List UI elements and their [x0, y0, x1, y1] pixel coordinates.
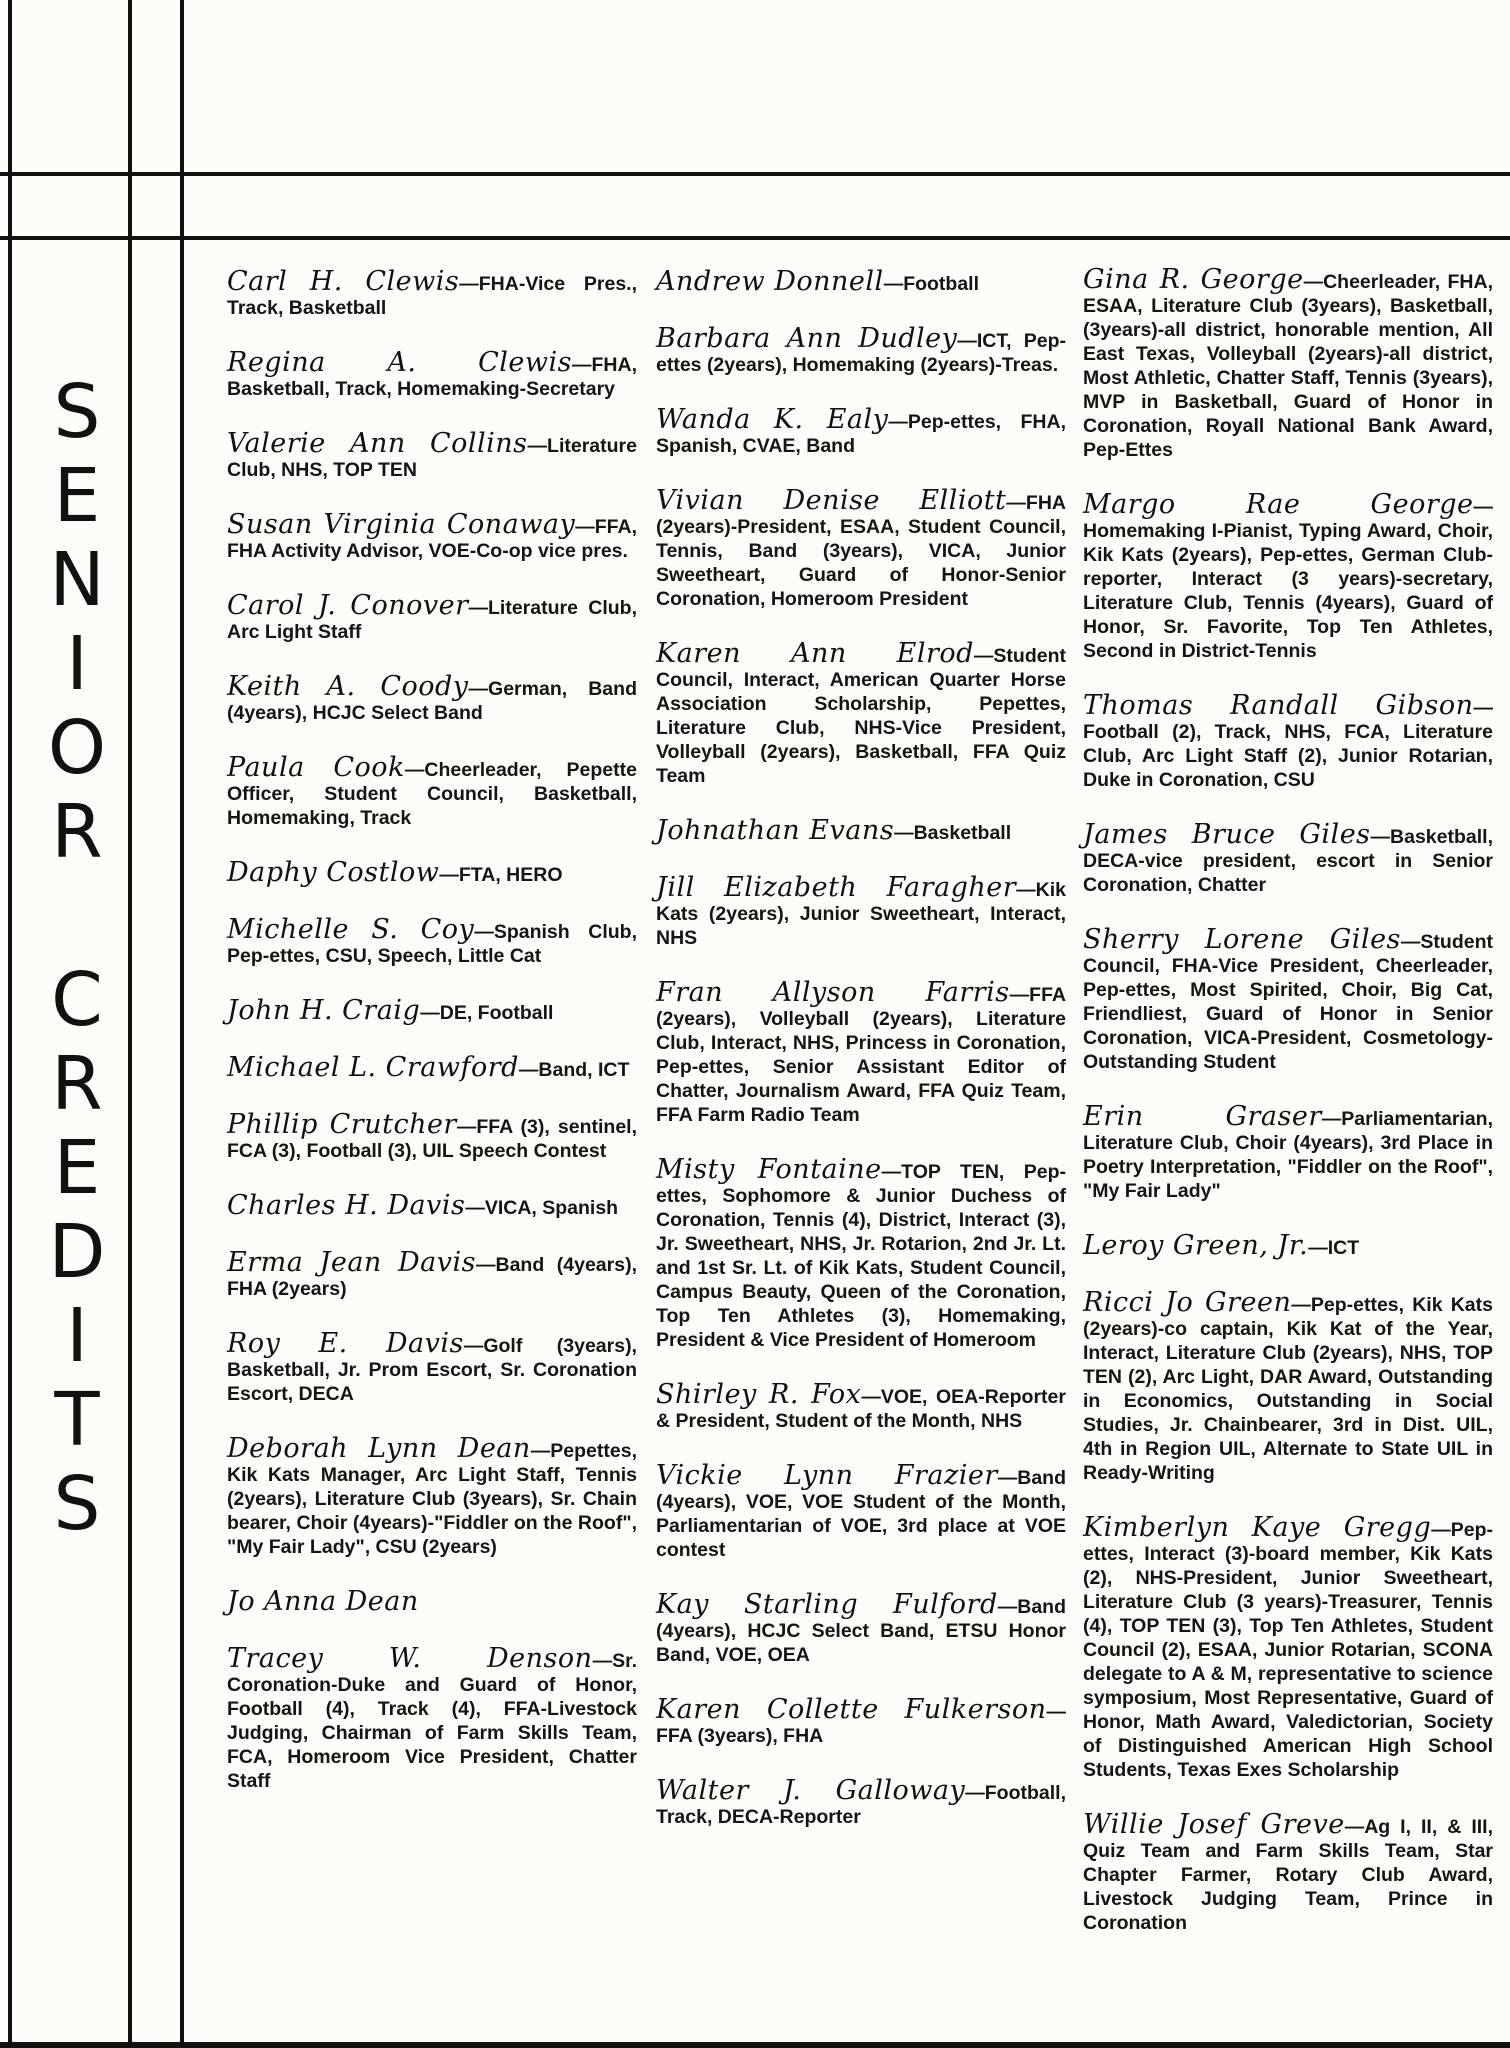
senior-entry	[227, 1247, 638, 1301]
senior-credits: —Student Council, FHA-Vice President, Cheerleader, Pep-ettes, Most Spirited, Choir, Big Cat, Friendliest, Guard of Honor in Senior Coronation, VICA-President, Cosmetology-Outstanding Student	[1083, 931, 1493, 1073]
senior-name: Jill Elizabeth Faragher	[656, 872, 1017, 903]
title-letter: D	[48, 1209, 106, 1295]
senior-name: Andrew Donnell	[656, 266, 884, 297]
senior-credits: —Golf (3years), Basketball, Jr. Prom Escort, Sr. Coronation Escort, DECA	[227, 1335, 637, 1405]
senior-entry	[1083, 1101, 1493, 1203]
senior-credits: —Band (4years), VOE, VOE Student of the Month, Parliamentarian of VOE, 3rd place at VOE contest	[656, 1467, 1066, 1561]
senior-entry	[656, 266, 1066, 297]
title-letter: R	[51, 789, 103, 875]
senior-name: James Bruce Giles	[1083, 819, 1371, 850]
senior-entry	[656, 485, 1066, 611]
senior-entry	[1083, 1230, 1493, 1261]
senior-name: Phillip Crutcher	[227, 1109, 457, 1140]
title-letter: C	[51, 957, 103, 1043]
senior-entry	[656, 872, 1066, 950]
senior-entry	[1083, 819, 1493, 897]
senior-name: Willie Josef Greve	[1083, 1809, 1345, 1840]
senior-credits: —Literature Club, Arc Light Staff	[227, 597, 637, 643]
senior-name: Shirley R. Fox	[656, 1379, 862, 1410]
senior-entry	[227, 266, 638, 320]
senior-name: Margo Rae George	[1083, 489, 1474, 520]
senior-name: Vivian Denise Elliott	[656, 485, 1007, 516]
senior-credits: —German, Band (4years), HCJC Select Band	[227, 678, 637, 724]
senior-name: Sherry Lorene Giles	[1083, 924, 1401, 955]
senior-credits: —ICT	[1308, 1237, 1360, 1259]
senior-name: Keith A. Coody	[227, 671, 469, 702]
senior-credits: —Parliamentarian, Literature Club, Choir (4years), 3rd Place in Poetry Interpretation, "Fiddler on the Roof", "My Fair Lady"	[1083, 1108, 1493, 1202]
senior-credits: —VOE, OEA-Reporter & President, Student of the Month, NHS	[656, 1386, 1066, 1432]
title-letter: S	[53, 369, 101, 455]
senior-name: Fran Allyson Farris	[656, 977, 1010, 1008]
senior-entry	[227, 1190, 637, 1221]
title-letter: I	[66, 1293, 88, 1379]
senior-entry	[227, 590, 637, 644]
senior-credits: —Kik Kats (2years), Junior Sweetheart, Interact, NHS	[656, 879, 1066, 949]
senior-credits: —Cheerleader, FHA, ESAA, Literature Club (3years), Basketball, (3years)-all district, honorable mention, All East Texas, Volleyball (2years)-all district, Most Athletic, Chatter Staff, Tennis (3years), MVP in Basketball, Guard of Honor in Coronation, Royall National Bank Award, Pep-Ettes	[1083, 271, 1493, 461]
senior-credits: —Spanish Club, Pep-ettes, CSU, Speech, Little Cat	[227, 921, 637, 967]
senior-credits: —VICA, Spanish	[465, 1197, 619, 1219]
senior-name: Kimberlyn Kaye Gregg	[1083, 1512, 1432, 1543]
senior-entry	[656, 977, 1066, 1127]
senior-credits: —FFA, FHA Activity Advisor, VOE-Co-op vice pres.	[227, 516, 637, 562]
senior-name: Daphy Costlow	[227, 857, 440, 888]
senior-entry	[656, 815, 1066, 846]
title-letter: T	[54, 1377, 100, 1463]
senior-entry	[656, 1694, 1066, 1748]
senior-entry	[1083, 489, 1493, 663]
senior-name: Gina R. George	[1083, 264, 1304, 295]
senior-credits: —FFA (3), sentinel, FCA (3), Football (3), UIL Speech Contest	[227, 1116, 637, 1162]
senior-name: Charles H. Davis	[227, 1190, 466, 1221]
senior-credits: —Basketball, DECA-vice president, escort in Senior Coronation, Chatter	[1083, 826, 1493, 896]
senior-credits: —Football (2), Track, NHS, FCA, Literature Club, Arc Light Staff (2), Junior Rotarian, Duke in Coronation, CSU	[1083, 697, 1493, 791]
senior-name: Walter J. Galloway	[656, 1775, 966, 1806]
senior-name: Deborah Lynn Dean	[227, 1433, 531, 1464]
senior-name: Carl H. Clewis	[227, 266, 460, 297]
title-letter: I	[66, 621, 88, 707]
senior-entry	[656, 404, 1066, 458]
senior-credits: —FHA, Basketball, Track, Homemaking-Secretary	[227, 354, 637, 400]
title-letter: N	[49, 537, 105, 623]
senior-credits: —Literature Club, NHS, TOP TEN	[227, 435, 637, 481]
senior-credits: —FHA (2years)-President, ESAA, Student Council, Tennis, Band (3years), VICA, Junior Sweetheart, Guard of Honor-Senior Coronation, Homeroom President	[656, 492, 1066, 610]
senior-credits: —DE, Football	[420, 1002, 554, 1024]
senior-name: Paula Cook	[227, 752, 405, 783]
senior-entry	[656, 323, 1066, 377]
senior-entry	[227, 1052, 637, 1083]
page-bottom-edge	[0, 2042, 1510, 2048]
column-3	[1083, 264, 1493, 1966]
senior-entry	[227, 1586, 637, 1617]
horizontal-rule-top	[0, 172, 1510, 176]
senior-entry	[227, 1328, 637, 1406]
senior-entry	[1083, 264, 1493, 462]
senior-credits: —Ag I, II, & III, Quiz Team and Farm Skills Team, Star Chapter Farmer, Rotary Club Award, Livestock Judging Team, Prince in Coronation	[1083, 1816, 1493, 1934]
senior-credits: —Band, ICT	[518, 1059, 630, 1081]
senior-name: John H. Craig	[227, 995, 421, 1026]
senior-entry	[227, 1433, 637, 1559]
senior-entry	[227, 857, 637, 888]
senior-entry	[227, 914, 637, 968]
senior-entry	[1083, 690, 1493, 792]
senior-credits: —Cheerleader, Pepette Officer, Student Council, Basketball, Homemaking, Track	[227, 759, 637, 829]
senior-entry	[656, 1460, 1066, 1562]
senior-name: Kay Starling Fulford	[656, 1589, 998, 1620]
senior-name: Erin Graser	[1083, 1101, 1322, 1132]
senior-credits: —Band (4years), FHA (2years)	[227, 1254, 638, 1300]
senior-credits: —Football	[883, 273, 980, 295]
senior-entry	[227, 752, 637, 830]
vertical-rule-inner	[180, 0, 184, 2048]
horizontal-rule-bottom	[0, 236, 1510, 240]
senior-entry	[1083, 1287, 1493, 1485]
senior-name: Vickie Lynn Frazier	[656, 1460, 998, 1491]
senior-entry	[1083, 1512, 1493, 1782]
senior-credits: —Football, Track, DECA-Reporter	[656, 1782, 1066, 1828]
title-letter: R	[51, 1041, 103, 1127]
senior-name: Karen Ann Elrod	[656, 638, 974, 669]
senior-credits: —Basketball	[894, 822, 1012, 844]
senior-name: Johnathan Evans	[656, 815, 895, 846]
senior-credits: —Pep-ettes, Kik Kats (2years)-co captain, Kik Kat of the Year, Interact, Literature Club (2years), NHS, TOP TEN (2), Arc Light, DAR Award, Outstanding in Economics, Outstanding in Social Studies, Jr. Chainbearer, 3rd in Dist. UIL, 4th in Region UIL, Alternate to State UIL in Ready-Writing	[1083, 1294, 1493, 1484]
senior-entry	[656, 1775, 1066, 1829]
senior-entry	[656, 638, 1066, 788]
senior-credits: —Student Council, Interact, American Quarter Horse Association Scholarship, Pepettes, Literature Club, NHS-Vice President, Volleyball (2years), Basketball, FFA Quiz Team	[656, 645, 1066, 787]
senior-name: Erma Jean Davis	[227, 1247, 476, 1278]
senior-name: Susan Virginia Conaway	[227, 509, 576, 540]
title-letter: E	[53, 453, 101, 539]
title-letter: O	[47, 705, 107, 791]
senior-name: Jo Anna Dean	[227, 1586, 419, 1617]
senior-credits: —ICT, Pep-ettes (2years), Homemaking (2years)-Treas.	[656, 330, 1066, 376]
senior-entry	[656, 1154, 1066, 1352]
senior-credits: —FFA (3years), FHA	[656, 1701, 1066, 1747]
title-letter: E	[53, 1125, 101, 1211]
senior-name: Leroy Green, Jr.	[1083, 1230, 1309, 1261]
senior-credits: —Pepettes, Kik Kats Manager, Arc Light Staff, Tennis (2years), Literature Club (3years), Sr. Chain bearer, Choir (4years)-"Fiddler on the Roof", "My Fair Lady", CSU (2years)	[227, 1440, 637, 1558]
senior-name: Roy E. Davis	[227, 1328, 464, 1359]
column-2	[656, 266, 1066, 1860]
senior-credits: —Band (4years), HCJC Select Band, ETSU Honor Band, VOE, OEA	[656, 1596, 1066, 1666]
senior-name: Thomas Randall Gibson	[1083, 690, 1474, 721]
senior-entry	[227, 509, 637, 563]
senior-entry	[227, 1109, 637, 1163]
senior-name: Tracey W. Denson	[227, 1643, 593, 1674]
senior-name: Barbara Ann Dudley	[656, 323, 958, 354]
senior-name: Karen Collette Fulkerson	[656, 1694, 1047, 1725]
senior-credits: —Homemaking I-Pianist, Typing Award, Choir, Kik Kats (2years), Pep-ettes, German Club-reporter, Interact (3 years)-secretary, Literature Club, Tennis (4years), Guard of Honor, Sr. Favorite, Top Ten Athletes, Second in District-Tennis	[1083, 496, 1493, 662]
senior-credits: —FHA-Vice Pres., Track, Basketball	[227, 273, 638, 319]
senior-credits: —FFA (2years), Volleyball (2years), Literature Club, Interact, NHS, Princess in Coronation, Pep-ettes, Senior Assistant Editor of Chatter, Journalism Award, FFA Quiz Team, FFA Farm Radio Team	[656, 984, 1066, 1126]
senior-entry	[656, 1379, 1066, 1433]
senior-entry	[227, 671, 637, 725]
senior-entry	[227, 995, 637, 1026]
senior-credits: —Pep-ettes, FHA, Spanish, CVAE, Band	[656, 411, 1066, 457]
senior-name: Wanda K. Ealy	[656, 404, 889, 435]
senior-name: Valerie Ann Collins	[227, 428, 528, 459]
title-letter: S	[53, 1461, 101, 1547]
column-1	[227, 266, 638, 1824]
senior-name: Misty Fontaine	[656, 1154, 882, 1185]
senior-credits: —TOP TEN, Pep-ettes, Sophomore & Junior Duchess of Coronation, Tennis (4), District, Interact (3), Jr. Sweetheart, NHS, Jr. Rotarion, 2nd Jr. Lt. and 1st Sr. Lt. of Kik Kats, Student Council, Campus Beauty, Queen of the Coronation, Top Ten Athletes (3), Homemaking, President & Vice President of Homeroom	[656, 1161, 1066, 1351]
senior-credits: —Sr. Coronation-Duke and Guard of Honor, Football (4), Track (4), FFA-Livestock Judging, Chairman of Farm Skills Team, FCA, Homeroom Vice President, Chatter Staff	[227, 1650, 637, 1792]
senior-credits: —Pep-ettes, Interact (3)-board member, Kik Kats (2), NHS-President, Junior Sweetheart, Literature Club (3 years)-Treasurer, Tennis (4), TOP TEN (3), Top Ten Athletes, Student Council (2), ESAA, Junior Rotarian, SCONA delegate to A & M, representative to science symposium, Most Representative, Guard of Honor, Math Award, Valedictorian, Society of Distinguished American High School Students, Texas Exes Scholarship	[1083, 1519, 1493, 1781]
senior-credits-title	[22, 370, 132, 1546]
senior-name: Ricci Jo Green	[1083, 1287, 1292, 1318]
senior-name: Michelle S. Coy	[227, 914, 475, 945]
senior-entry	[227, 428, 637, 482]
senior-entry	[227, 1643, 637, 1793]
senior-entry	[1083, 924, 1493, 1074]
senior-entry	[1083, 1809, 1493, 1935]
senior-name: Carol J. Conover	[227, 590, 469, 621]
senior-credits: —FTA, HERO	[439, 864, 563, 886]
senior-name: Regina A. Clewis	[227, 347, 572, 378]
senior-entry	[656, 1589, 1066, 1667]
senior-entry	[227, 347, 637, 401]
senior-name: Michael L. Crawford	[227, 1052, 519, 1083]
left-page-edge	[8, 0, 12, 2048]
